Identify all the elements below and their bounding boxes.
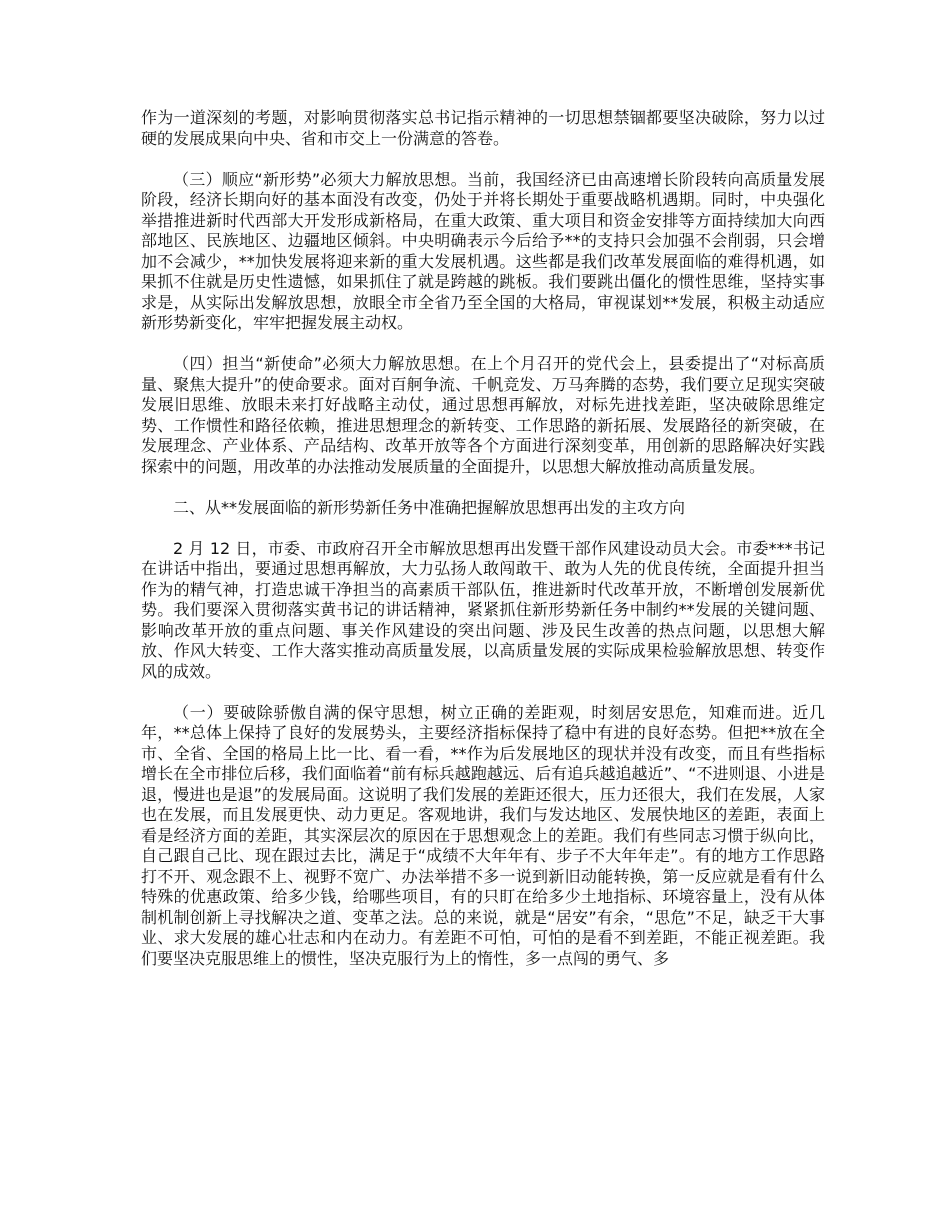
paragraph-new-mission: （四）担当“新使命”必须大力解放思想。在上个月召开的党代会上，县委提出了“对标高质量、聚焦大提升”的使命要求。面对百舸争流、千帆竞发、万马奔腾的态势，我们要立足现实突破发展旧思维、放眼未来打好战略主动仗，通过思想再解放，对标先进找差距，坚决破除思维定势、工作惯性和路径依赖，推进思想理念的新转变、工作思路的新拓展、发展路径的新突破，在发展理念、产业体系、产品结构、改革开放等各个方面进行深刻变革，用创新的思路解决好实践探索中的问题，用改革的办法推动发展质量的全面提升，以思想大解放推动高质量发展。: [141, 354, 825, 476]
section-heading: 二、从**发展面临的新形势新任务中准确把握解放思想再出发的主攻方向: [173, 497, 686, 517]
document-page: [141, 108, 825, 990]
paragraph-continuation: 作为一道深刻的考题，对影响贯彻落实总书记指示精神的一切思想禁锢都要坚决破除，努力以过硬的发展成果向中央、省和市交上一份满意的答卷。: [141, 108, 825, 148]
paragraph-new-situation: （三）顺应“新形势”必须大力解放思想。当前，我国经济已由高速增长阶段转向高质量发展阶段，经济长期向好的基本面没有改变，仍处于并将长期处于重要战略机遇期。同时，中央强化举措推进新时代西部大开发形成新格局，在重大政策、重大项目和资金安排等方面持续加大向西部地区、民族地区、边疆地区倾斜。中央明确表示今后给予**的支持只会加强不会削弱，只会增加不会减少，**加快发展将迎来新的重大发展机遇。这些都是我们改革发展面临的难得机遇，如果抓不住就是历史性遗憾，如果抓住了就是跨越的跳板。我们要跳出僵化的惯性思维，坚持实事求是，从实际出发解放思想，放眼全市全省乃至全国的大格局，审视谋划**发展，积极主动适应新形势新变化，牢牢把握发展主动权。: [141, 169, 825, 332]
paragraph-break-complacency: （一）要破除骄傲自满的保守思想，树立正确的差距观，时刻居安思危，知难而进。近几年，**总体上保持了良好的发展势头，主要经济指标保持了稳中有进的良好态势。但把**放在全市、全省、全国的格局上比一比、看一看，**作为后发展地区的现状并没有改变，而且有些指标增长在全市排位后移，我们面临着“前有标兵越跑越远、后有追兵越追越近”、“不进则退、小进是退，慢进也是退”的发展局面。这说明了我们发展的差距还很大，压力还很大，我们在发展，人家也在发展，而且发展更快、动力更足。客观地讲，我们与发达地区、发展快地区的差距，表面上看是经济方面的差距，其实深层次的原因在于思想观念上的差距。我们有些同志习惯于纵向比，自己跟自己比、现在跟过去比，满足于“成绩不大年年有、步子不大年年走”。有的地方工作思路打不开、观念跟不上、视野不宽广、办法举措不多一说到新旧动能转换，第一反应就是看有什么特殊的优惠政策、给多少钱，给哪些项目，有的只盯在给多少土地指标、环境容量上，没有从体制机制创新上寻找解决之道、变革之法。总的来说，就是“居安”有余，“思危”不足，缺乏干大事业、求大发展的雄心壮志和内在动力。有差距不可怕，可怕的是看不到差距，不能正视差距。我们要坚决克服思维上的惯性，坚决克服行为上的惰性，多一点闯的勇气、多: [141, 702, 825, 968]
paragraph-mobilization-meeting: 2 月 12 日，市委、市政府召开全市解放思想再出发暨干部作风建设动员大会。市委***书记在讲话中指出，要通过思想再解放，大力弘扬人敢闯敢干、敢为人先的优良传统，全面提升担当作为的精气神，打造忠诚干净担当的高素质干部队伍，推进新时代改革开放，不断增创发展新优势。我们要深入贯彻落实黄书记的讲话精神，紧紧抓住新形势新任务中制约**发展的关键问题、影响改革开放的重点问题、事关作风建设的突出问题、涉及民生改善的热点问题，以思想大解放、作风大转变、工作大落实推动高质量发展，以高质量发展的实际成果检验解放思想、转变作风的成效。: [141, 538, 825, 681]
